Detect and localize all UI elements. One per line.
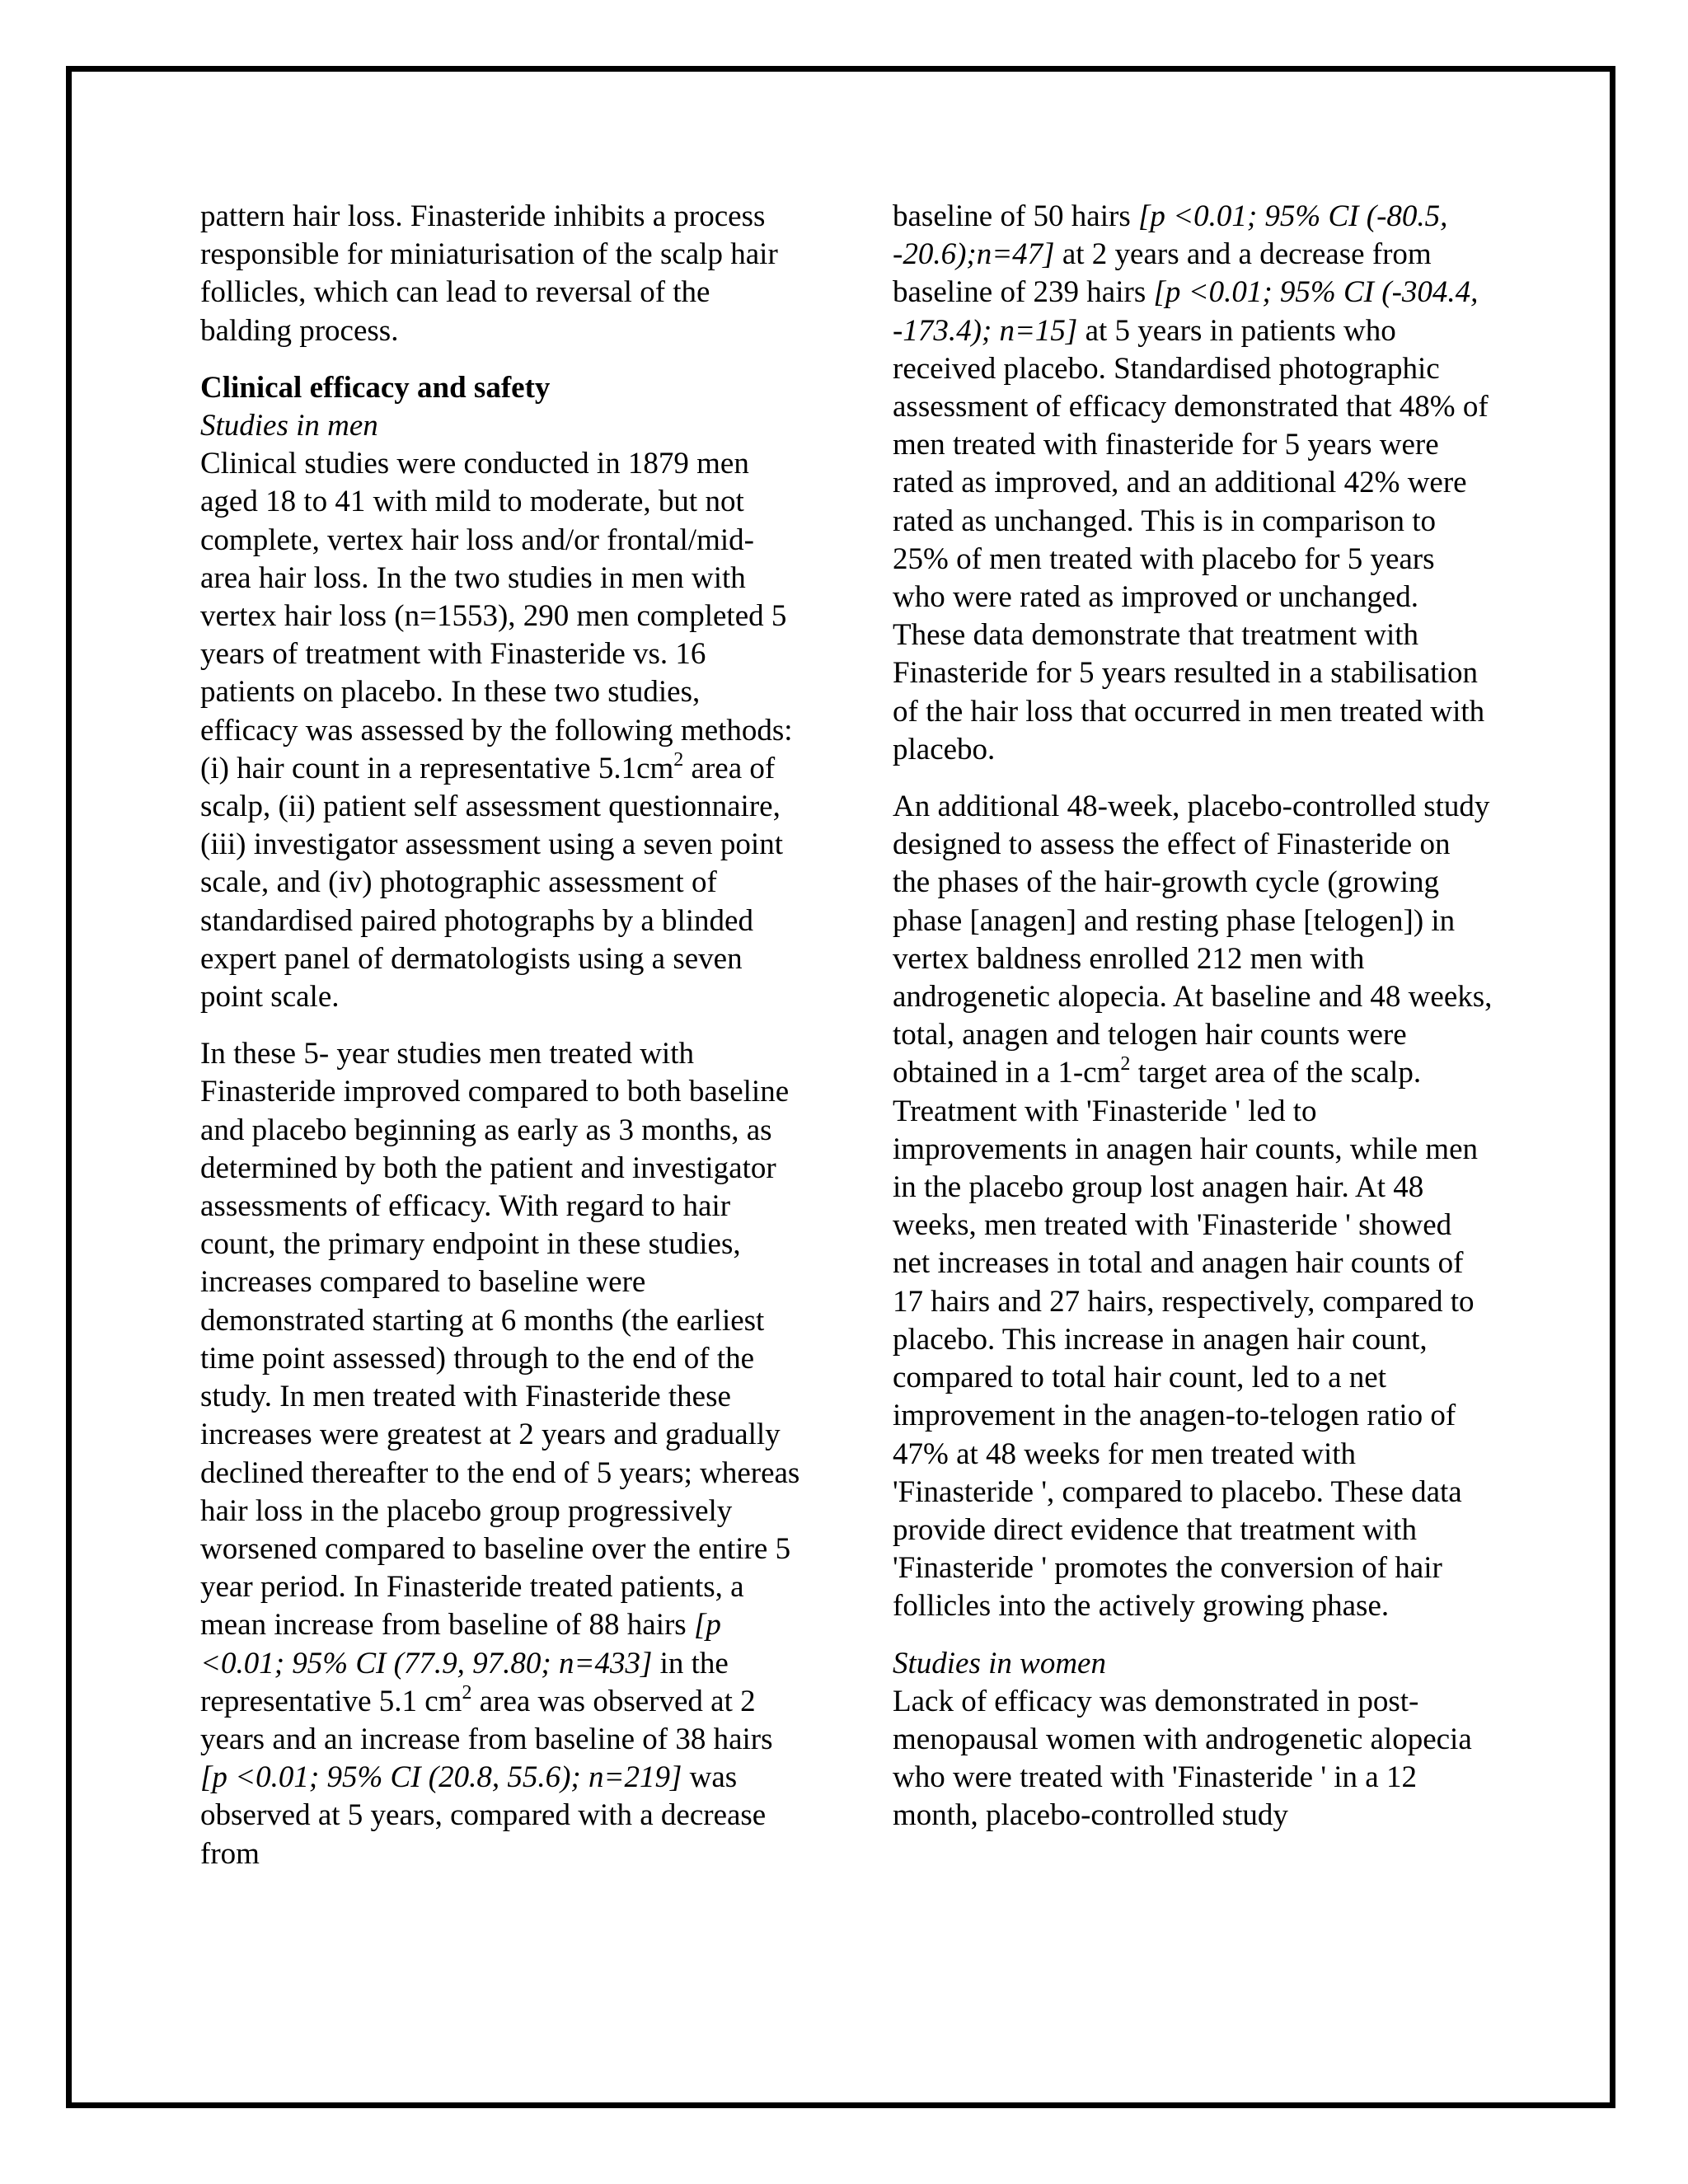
paragraph-48-week-study: An additional 48-week, placebo-controlled study designed to assess the effect of Finasteride on the phases of the hair-growth cycle (growing phase [anagen] and resting phase [telogen]) in vertex baldness enrolled 212 men with androgenetic alopecia. At baseline and 48 weeks, total, anagen and telogen hair counts were obtained in a $1-cm^2$ target area of the scalp. Treatment with 'Finasteride ' led to improvements in anagen hair counts, while men in the placebo group lost anagen hair. At 48 weeks, men treated with 'Finasteride ' showed net increases in total and anagen hair counts of 17 hairs and 27 hairs, respectively, compared to placebo. This increase in anagen hair count, compared to total hair count, led to a net improvement in the anagen-to-telogen ratio of 47% at 48 weeks for men treated with 'Finasteride ', compared to placebo. These data provide direct evidence that treatment with 'Finasteride ' promotes the conversion of hair follicles into the actively growing phase. — [893, 790, 1493, 1624]
paragraph-5-year-studies: In these 5- year studies men treated with Finasteride improved compared to both baseline and placebo beginning as early as 3 months, as determined by both the patient and investigator assessments of efficacy. With regard to hair count, the primary endpoint in these studies, increases compared to baseline were demonstrated starting at 6 months (the earliest time point assessed) through to the end of the study. In men treated with Finasteride these increases were greatest at 2 years and gradually declined thereafter to the end of 5 years; whereas hair loss in the placebo group progressively worsened compared to baseline over the entire 5 year period. In Finasteride treated patients, a mean increase from baseline of 88 hairs [p <0.01; 95% CI (77.9, 97.80; n=433] in the representative 5.1 $cm^2$ area was observed at 2 years and an increase from baseline of 38 hairs [p <0.01; 95% CI (20.8, 55.6); n=219] was observed at 5 years, compared with a decrease from — [200, 1037, 800, 1871]
paragraph-intro: pattern hair loss. Finasteride inhibits a process responsible for miniaturisation of the scalp hair follicles, which can lead to reversal of the balding process. — [200, 199, 778, 348]
right-column — [893, 198, 1494, 1854]
section-heading: Clinical efficacy and safety — [200, 370, 551, 405]
paragraph-studies-in-men: Clinical efficacy and safety Studies in men Clinical studies were conducted in 1879 men aged 18 to 41 with mild to moderate, but not complete, vertex hair loss and/or frontal/mid-area hair loss. In the two studies in men with vertex hair loss (n=1553), 290 men completed 5 years of treatment with Finasteride vs. 16 patients on placebo. In these two studies, efficacy was assessed by the following methods: (i) hair count in a representative $5.1cm^2$ area of scalp, (ii) patient self assessment questionnaire, (iii) investigator assessment using a seven point scale, and (iv) photographic assessment of standardised paired photographs by a blinded expert panel of dermatologists using a seven point scale. — [200, 369, 802, 1016]
subheading-men: Studies in men — [200, 409, 378, 443]
subheading-women: Studies in women — [893, 1646, 1106, 1680]
left-column — [200, 198, 802, 1892]
paragraph-placebo-results: baseline of 50 hairs [p <0.01; 95% CI (-80.5, -20.6);n=47] at 2 years and a decrease from baseline of 239 hairs [p <0.01; 95% CI (-304.4, -173.4); n=15] at 5 years in patients who received placebo. Standardised photographic assessment of efficacy demonstrated that 48% of men treated with finasteride for 5 years were rated as improved, and an additional 42% were rated as unchanged. This is in comparison to 25% of men treated with placebo for 5 years who were rated as improved or unchanged. These data demonstrate that treatment with Finasteride for 5 years resulted in a stabilisation of the hair loss that occurred in men treated with placebo. — [893, 199, 1489, 766]
paragraph-studies-in-women: Studies in women Lack of efficacy was demonstrated in post-menopausal women with androgenetic alopecia who were treated with 'Finasteride ' in a 12 month, placebo-controlled study — [893, 1645, 1494, 1835]
